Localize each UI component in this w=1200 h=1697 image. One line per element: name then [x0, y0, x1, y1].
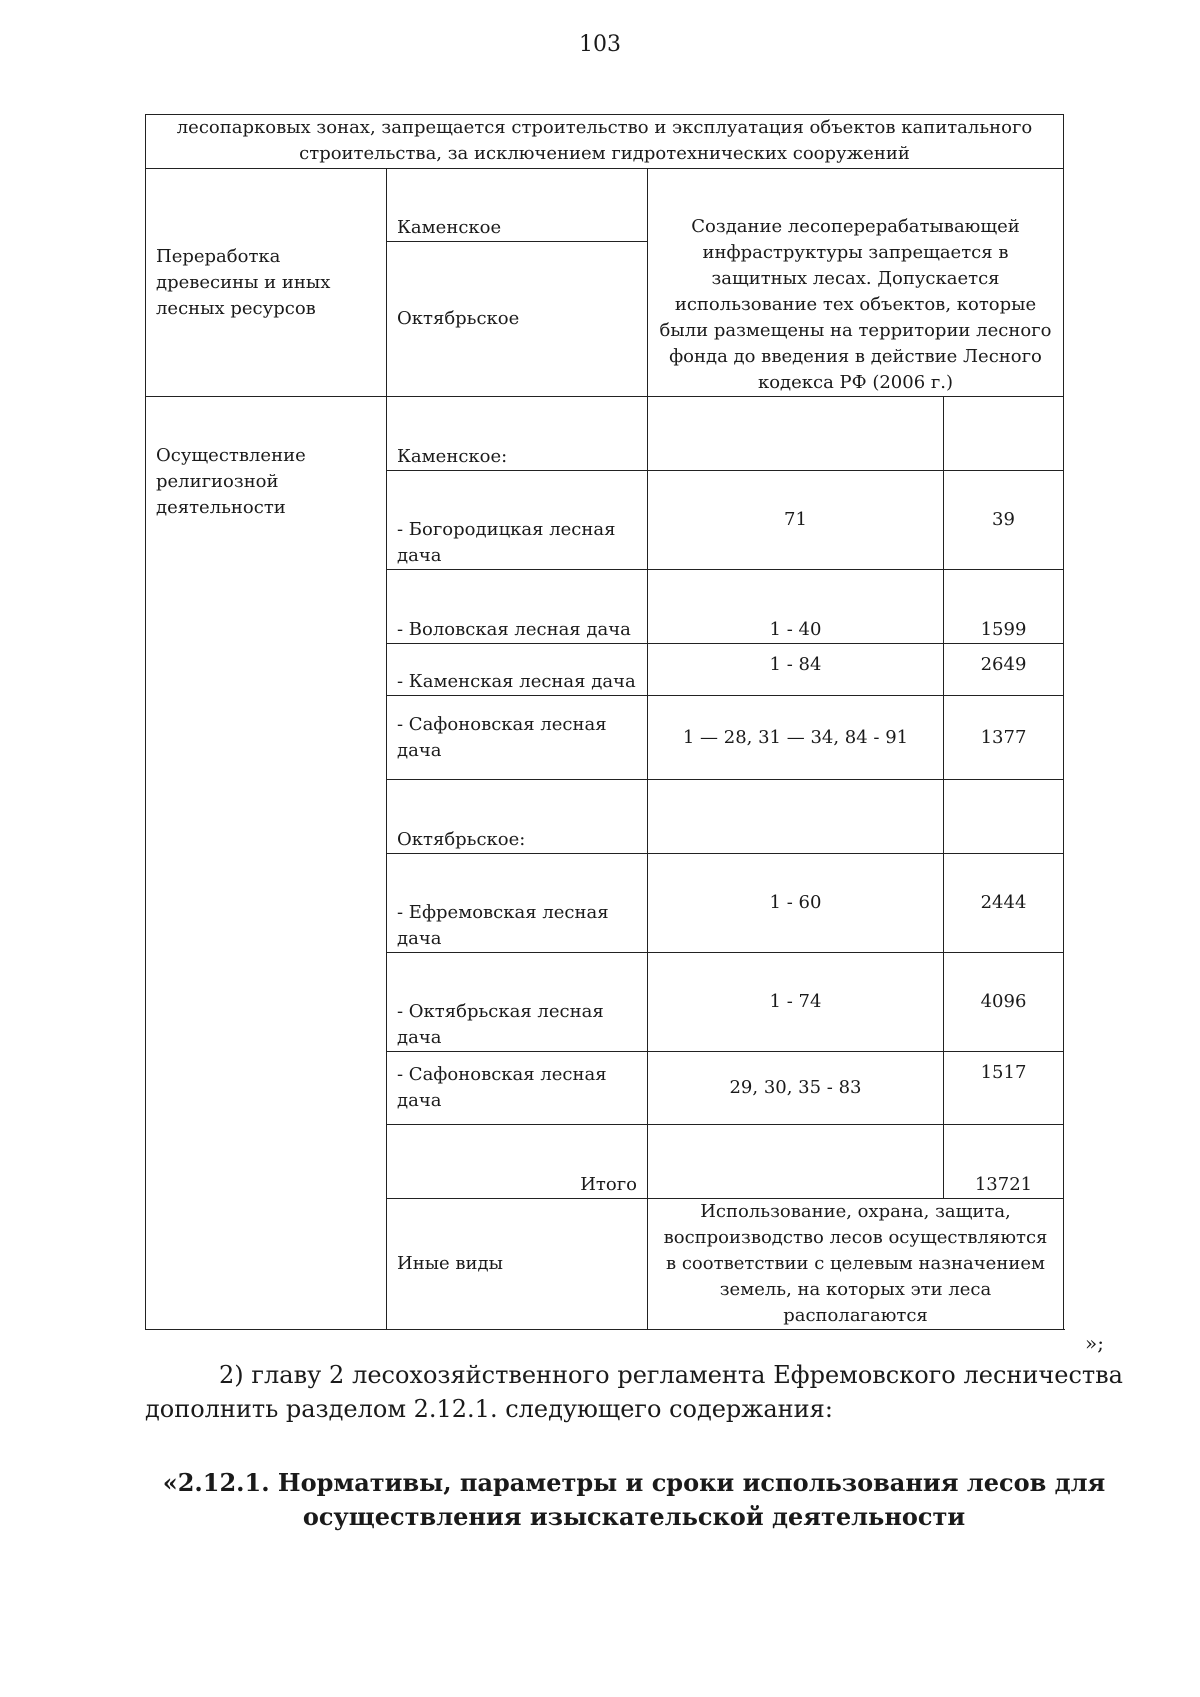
forest-name: - Октябрьская лесная дача [387, 953, 648, 1052]
district-cell: Октябрьское [387, 242, 648, 397]
area-cell: 4096 [944, 953, 1064, 1052]
district-cell: Каменское [387, 169, 648, 242]
forest-name: - Воловская лесная дача [387, 570, 648, 644]
amendment-paragraph [145, 1358, 1123, 1426]
area-cell: 1599 [944, 570, 1064, 644]
page-number: 103 [579, 32, 621, 57]
table-row [146, 115, 1064, 169]
quarters-cell: 29, 30, 35 - 83 [648, 1052, 944, 1125]
area-cell: 1517 [944, 1052, 1064, 1125]
quarters-cell: 71 [648, 471, 944, 570]
area-cell: 2649 [944, 644, 1064, 696]
regulation-table [145, 114, 1064, 1330]
use-type-processing: Переработка древесины и иных лесных ресурсов [146, 169, 387, 397]
table-row [146, 397, 1064, 471]
total-value: 13721 [944, 1125, 1064, 1199]
amendment-text: 2) главу 2 лесохозяйственного регламента Ефремовского лесничества дополнить разделом 2.12.1. следующего содержания: [145, 1361, 1123, 1423]
forest-name: - Сафоновская лесная дача [387, 696, 648, 780]
forest-name: - Ефремовская лесная дача [387, 854, 648, 953]
quarters-cell: 1 - 84 [648, 644, 944, 696]
other-note: Использование, охрана, защита, воспроизводство лесов осуществляются в соответствии с целевым назначением земель, на которых эти леса располагаются [648, 1199, 1064, 1330]
processing-note: Создание лесоперерабатывающей инфраструктуры запрещается в защитных лесах. Допускается использование тех объектов, которые были размещены на территории лесного фонда до введения в действие Лесного кодекса РФ (2006 г.) [648, 169, 1064, 397]
forest-name: - Сафоновская лесная дача [387, 1052, 648, 1125]
area-cell: 39 [944, 471, 1064, 570]
closing-quote: »; [1085, 1331, 1104, 1355]
quarters-cell: 1 - 74 [648, 953, 944, 1052]
forest-name: - Каменская лесная дача [387, 644, 648, 696]
total-label: Итого [387, 1125, 648, 1199]
area-cell: 2444 [944, 854, 1064, 953]
section-heading: «2.12.1. Нормативы, параметры и сроки использования лесов для осуществления изыскательской деятельности [162, 1468, 1106, 1531]
use-type-other: Иные виды [387, 1199, 648, 1330]
use-type-religious: Осуществление религиозной деятельности [146, 397, 387, 1330]
quarters-cell: 1 — 28, 31 — 34, 84 - 91 [648, 696, 944, 780]
table-row [146, 169, 1064, 242]
quarters-cell: 1 - 60 [648, 854, 944, 953]
quarters-cell: 1 - 40 [648, 570, 944, 644]
district-cell: Каменское: [387, 397, 648, 471]
intro-text: лесопарковых зонах, запрещается строительство и эксплуатация объектов капитального строительства, за исключением гидротехнических сооружений [146, 115, 1064, 169]
forest-name: - Богородицкая лесная дача [387, 471, 648, 570]
area-cell: 1377 [944, 696, 1064, 780]
district-cell: Октябрьское: [387, 780, 648, 854]
